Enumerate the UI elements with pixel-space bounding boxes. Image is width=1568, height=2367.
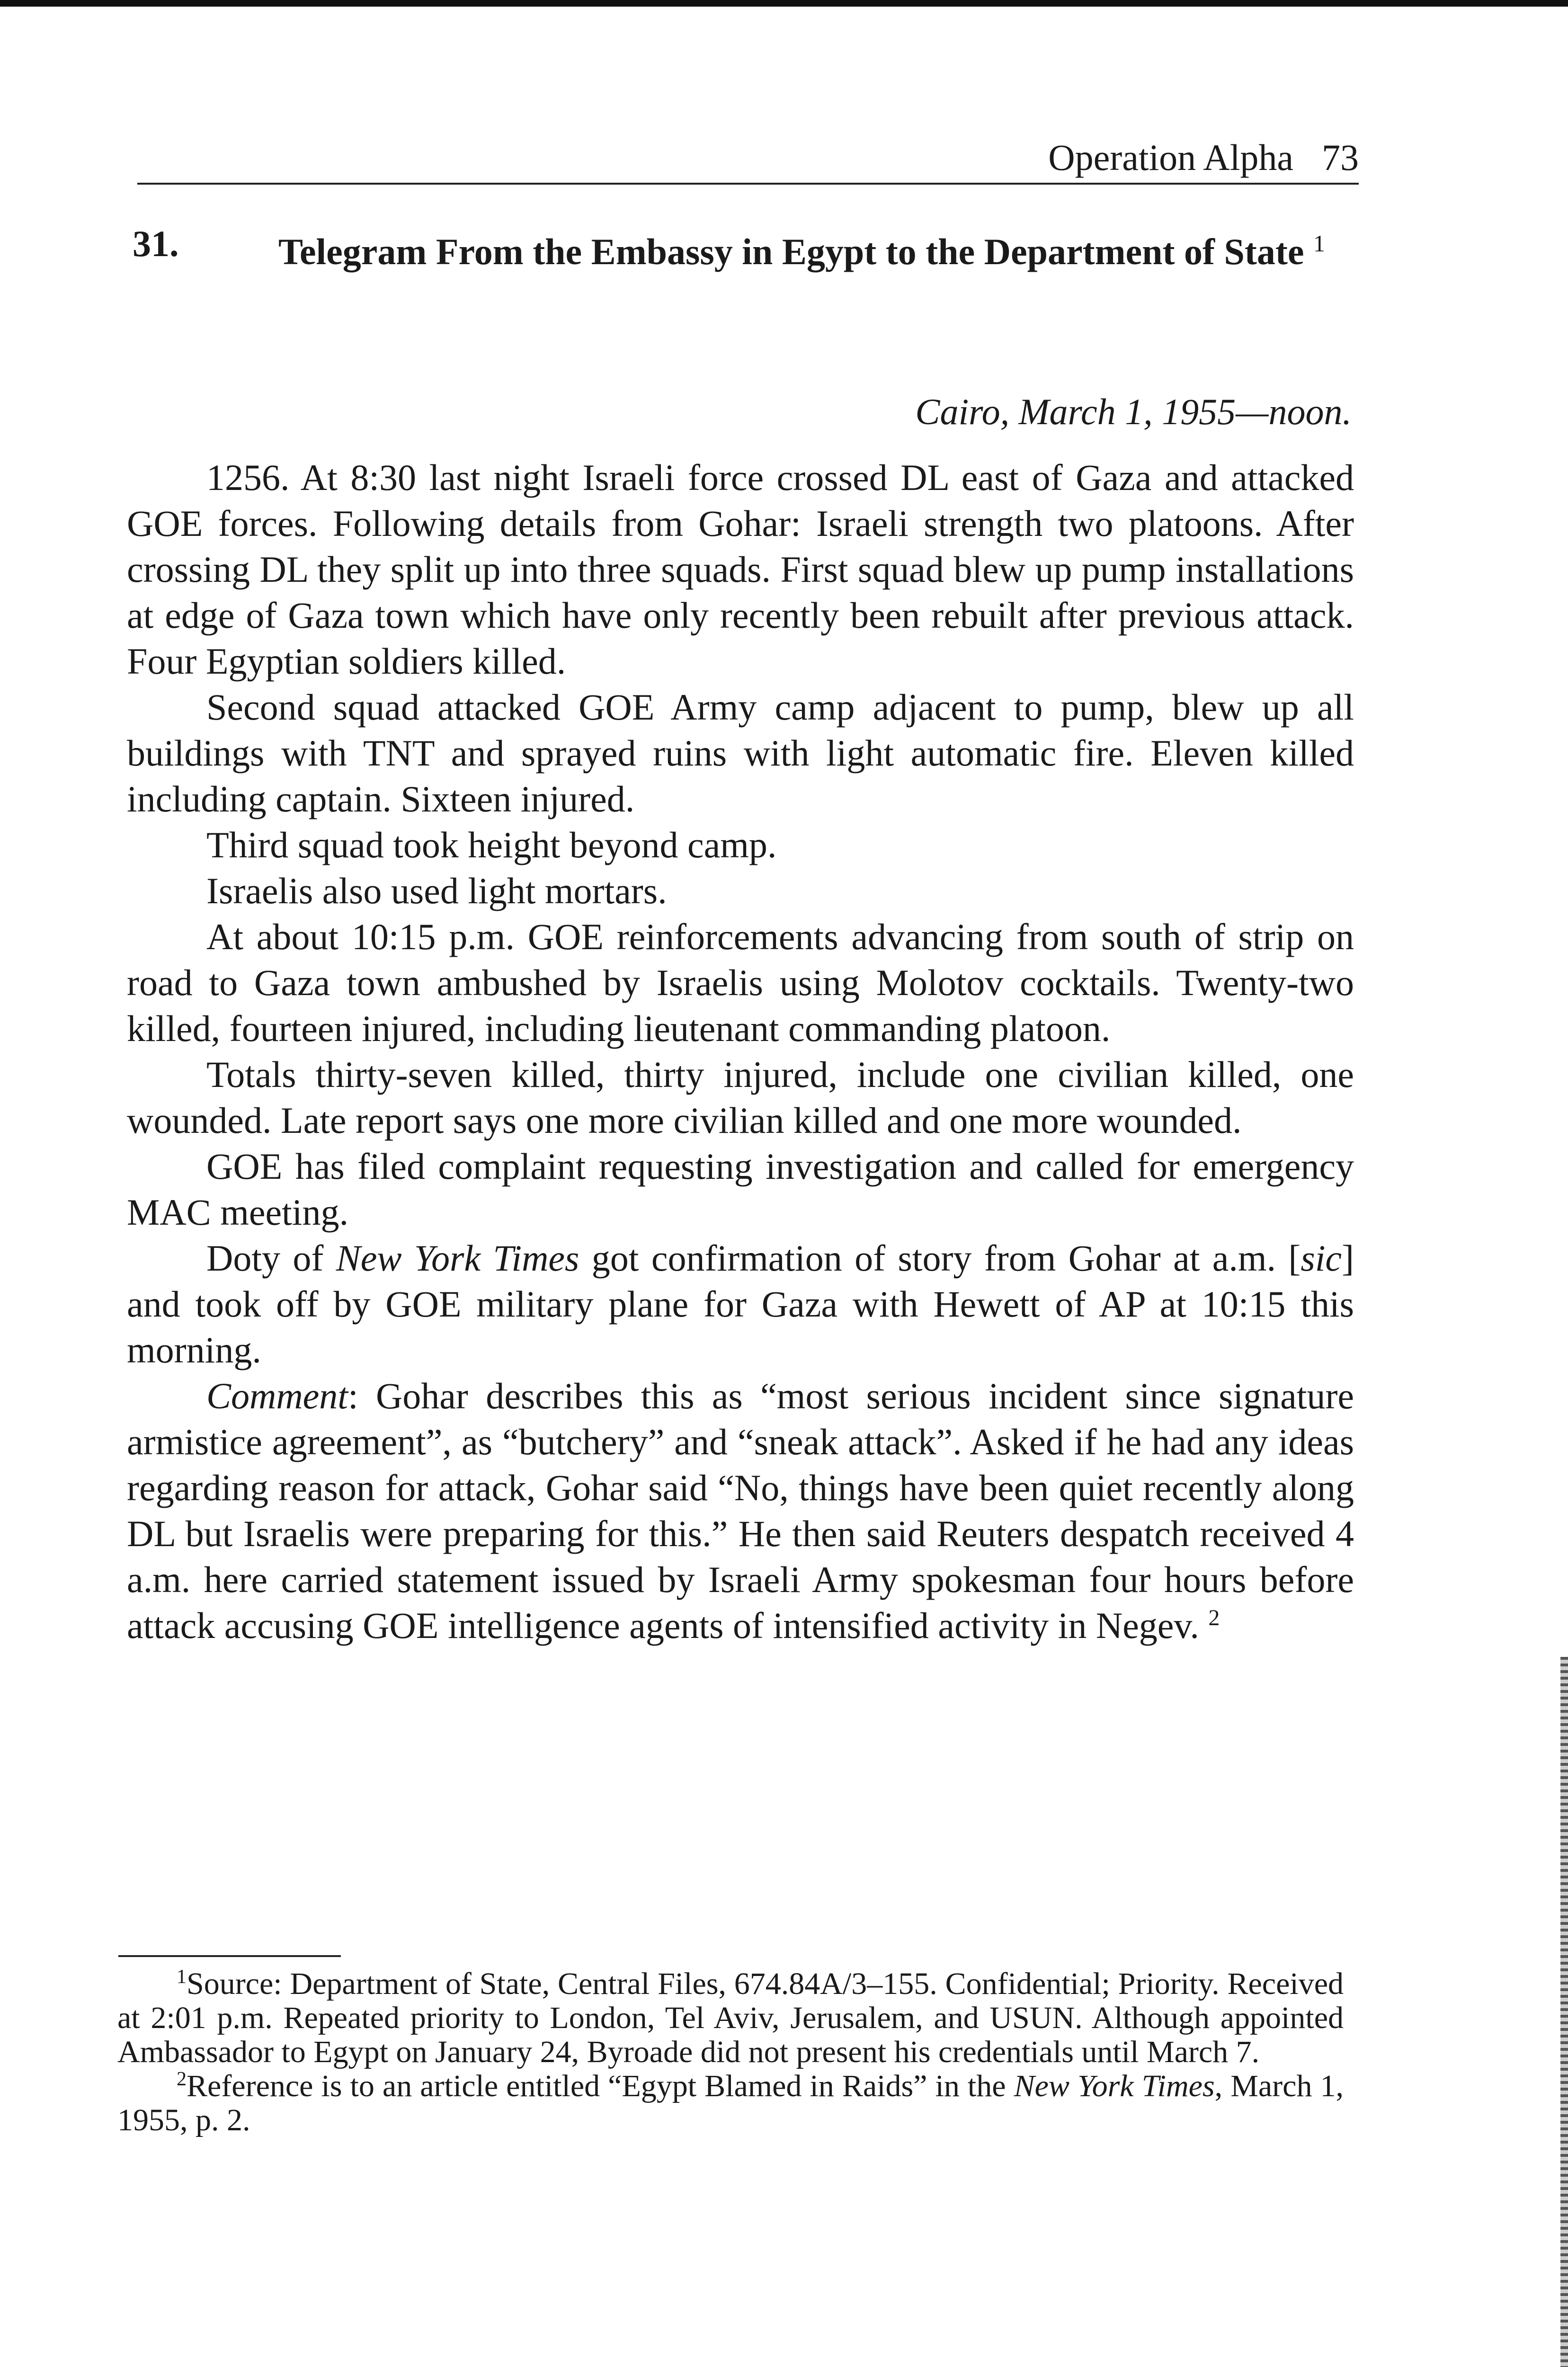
comment-label: Comment (206, 1375, 348, 1416)
header-rule (137, 183, 1359, 185)
text: Doty of (206, 1237, 324, 1279)
footnote-mark: 1 (177, 1966, 187, 1988)
paragraph: Second squad attacked GOE Army camp adjacent to pump, blew up all buildings with TNT and sprayed ruins with light automatic fire. Eleven killed including captain. Sixteen injured. (127, 686, 1354, 819)
newspaper-name: New York Times (336, 1237, 579, 1279)
footnote-ref-2: 2 (1208, 1605, 1220, 1630)
document-title-text: Telegram From the Embassy in Egypt to the Department of State (278, 231, 1304, 272)
paragraph: At about 10:15 p.m. GOE reinforcements advancing from south of strip on road to Gaza town ambushed by Israelis using Molotov cocktails. Twenty-two killed, fourteen injured, including lieutenant commanding platoon. (127, 916, 1354, 1049)
running-title: Operation Alpha (1048, 137, 1293, 178)
text: : Gohar describes this as “most serious incident since signature armistice agreement”, as “butchery” and “sneak attack”. Asked if he had any ideas regarding reason for attack, Gohar said “No, things have been quiet recently along DL but Israelis were preparing for this.” He then said Reuters despatch received 4 a.m. here carried statement issued by Israeli Army spokesman four hours before attack accusing GOE intelligence agents of intensified activity in Negev. (127, 1375, 1354, 1646)
footnote-ref-1: 1 (1313, 230, 1325, 257)
footnote-2 (117, 2069, 1344, 2137)
footnote-text: Source: Department of State, Central Files, 674.84A/3–155. Confidential; Priority. Received at 2:01 p.m. Repeated priority to London, Tel Aviv, Jerusalem, and USUN. Although appointed Ambassador to Egypt on January 24, Byroade did not present his credentials until March 7. (117, 1967, 1344, 2069)
footnote-mark: 2 (177, 2068, 187, 2090)
text: ] and took off by GOE military plane for Gaza with Hewett of AP at 10:15 this morning. (127, 1237, 1354, 1370)
footnotes (117, 1967, 1344, 2137)
footnote-text: Reference is to an article entitled “Egypt Blamed in Raids” in the (187, 2069, 1006, 2103)
paragraph: Totals thirty-seven killed, thirty injured, include one civilian killed, one wounded. Late report says one more civilian killed and one more wounded. (127, 1054, 1354, 1141)
document-number: 31. (133, 223, 179, 264)
paragraph: Israelis also used light mortars. (206, 870, 667, 911)
footnote-1 (117, 1967, 1344, 2069)
comment-paragraph (127, 1373, 1354, 1648)
scan-right-edge (1560, 1657, 1568, 2367)
sic-mark: sic (1301, 1237, 1342, 1279)
footnote-text: , March 1, 1955, p. 2. (117, 2069, 1344, 2137)
scan-top-border (0, 0, 1568, 7)
running-head (900, 136, 1359, 184)
dateline: Cairo, March 1, 1955—noon. (915, 391, 1352, 432)
paragraph: GOE has filed complaint requesting investigation and called for emergency MAC meeting. (127, 1146, 1354, 1233)
page-number: 73 (1322, 137, 1359, 178)
newspaper-name: New York Times (1014, 2069, 1215, 2103)
paragraph: Third squad took height beyond camp. (206, 824, 777, 865)
document-title (278, 222, 1367, 273)
footnote-rule (118, 1955, 341, 1957)
telegram-body (127, 454, 1354, 1648)
text: got confirmation of story from Gohar at a.m. [ (591, 1237, 1301, 1279)
paragraph (127, 1235, 1354, 1373)
paragraph: 1256. At 8:30 last night Israeli force crossed DL east of Gaza and attacked GOE forces. Following details from Gohar: Israeli strength two platoons. After crossing DL they split up into three squads. First squad blew up pump installations at edge of Gaza town which have only recently been rebuilt after previous attack. Four Egyptian soldiers killed. (127, 457, 1354, 682)
